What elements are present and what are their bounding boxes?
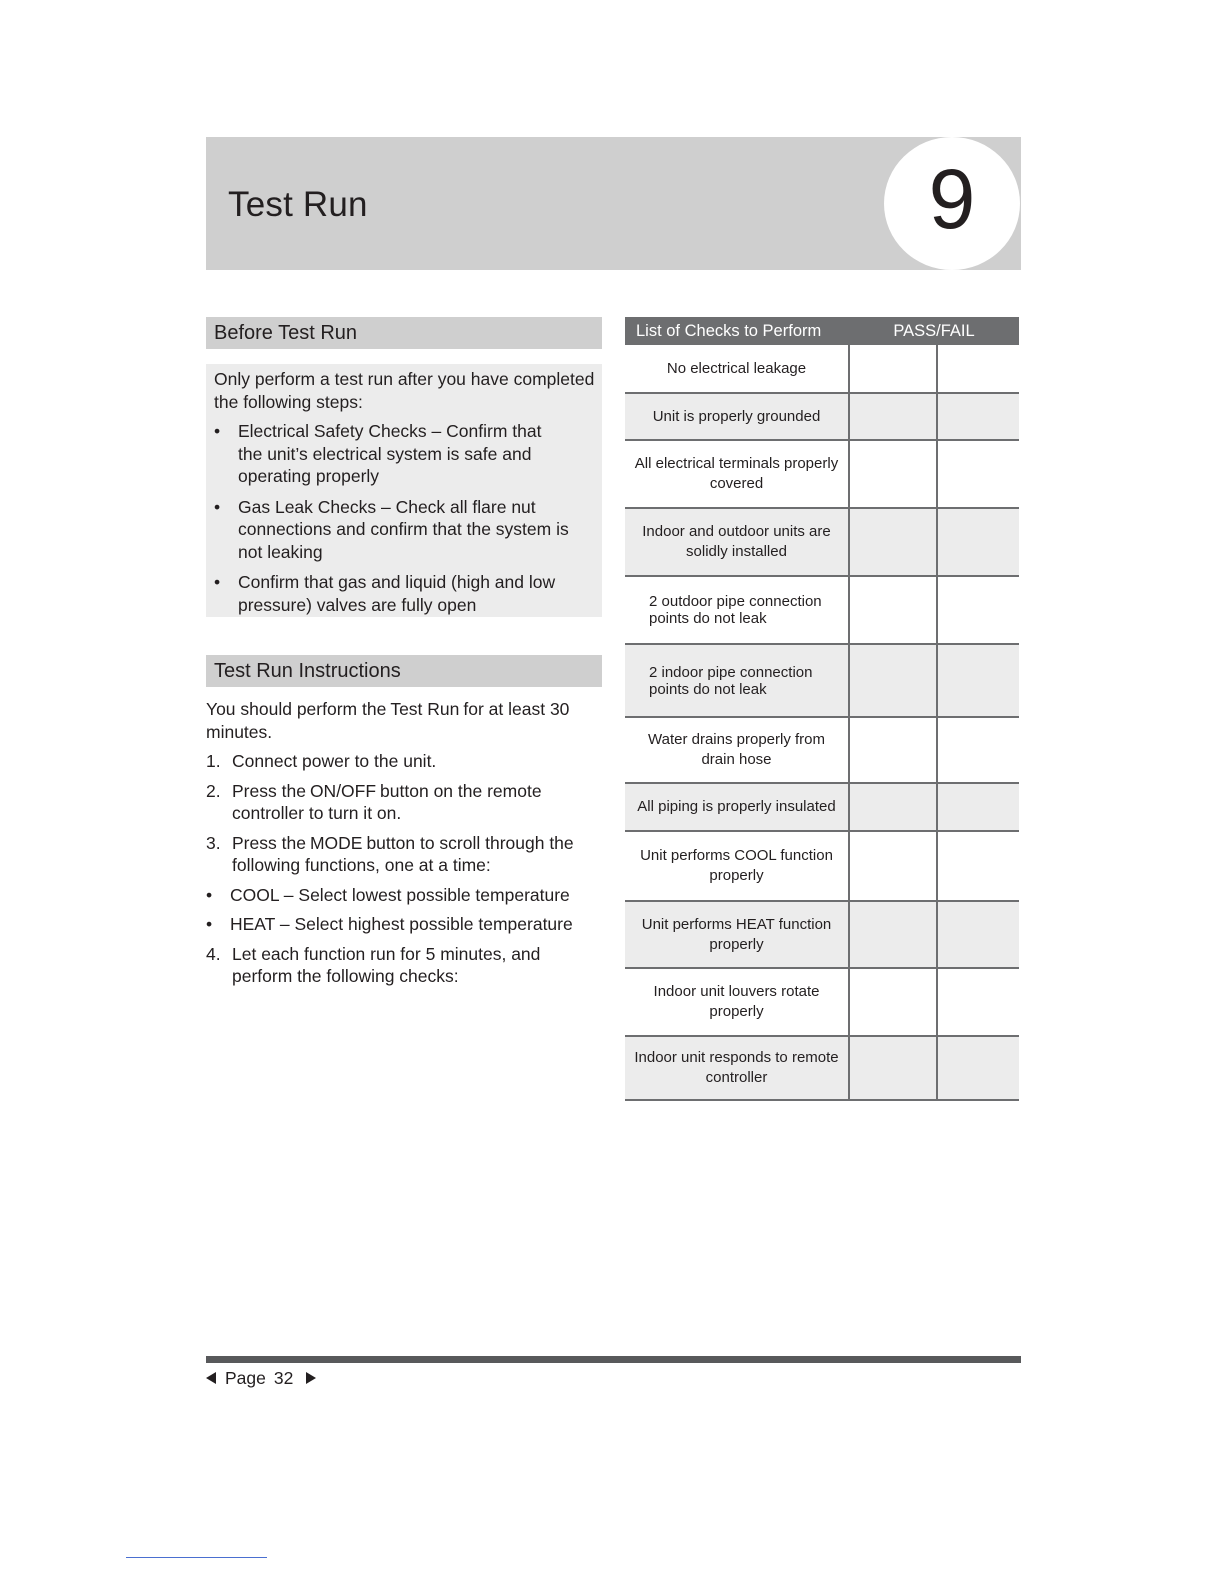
keyword: ON/OFF bbox=[309, 780, 377, 801]
fail-cell[interactable] bbox=[937, 345, 1019, 393]
instructions-intro: You should perform the Test Run for at least 30 minutes. bbox=[206, 699, 570, 742]
bullet-icon: • bbox=[214, 496, 221, 517]
table-row bbox=[625, 508, 1019, 576]
fail-cell[interactable] bbox=[937, 644, 1019, 717]
list-item-text: Confirm that gas and liquid (high and low pressure) valves are fully open bbox=[238, 572, 556, 615]
check-label: 2 outdoor pipe connection points do not leak bbox=[625, 576, 849, 644]
before-intro: Only perform a test run after you have completed the following steps: bbox=[214, 369, 595, 412]
step-1: 1. Connect power to the unit. bbox=[206, 751, 437, 771]
instructions-heading: Test Run Instructions bbox=[206, 655, 602, 687]
keyword: MODE bbox=[309, 832, 363, 853]
link-underline bbox=[126, 1557, 267, 1558]
table-row bbox=[625, 345, 1019, 393]
list-item-text: Electrical Safety Checks – Confirm that the unit’s electrical system is safe and operating properly bbox=[238, 421, 542, 486]
footer-divider bbox=[206, 1356, 1021, 1363]
pass-cell[interactable] bbox=[849, 901, 937, 968]
table-row bbox=[625, 393, 1019, 440]
table-header-row bbox=[625, 317, 1019, 345]
page-label: Page bbox=[225, 1368, 266, 1388]
instructions-body bbox=[206, 698, 602, 995]
check-label: All electrical terminals properly covered bbox=[625, 440, 849, 508]
list-item-text: Gas Leak Checks – Check all flare nut connections and confirm that the system is not leaking bbox=[238, 496, 569, 562]
previous-page-icon[interactable] bbox=[206, 1372, 216, 1384]
keyword: Test Run bbox=[390, 699, 460, 719]
pass-cell[interactable] bbox=[849, 345, 937, 393]
pass-cell[interactable] bbox=[849, 440, 937, 508]
table-row bbox=[625, 644, 1019, 717]
table-row bbox=[625, 783, 1019, 831]
check-label: All piping is properly insulated bbox=[625, 783, 849, 831]
pass-cell[interactable] bbox=[849, 783, 937, 831]
bullet-icon: • bbox=[214, 572, 221, 592]
chapter-number: 9 bbox=[928, 152, 976, 246]
pass-cell[interactable] bbox=[849, 393, 937, 440]
bullet-icon: • bbox=[214, 421, 221, 441]
chapter-header bbox=[206, 137, 1021, 270]
column-header-pass-fail: PASS/FAIL bbox=[849, 317, 1019, 345]
list-item bbox=[214, 420, 596, 488]
check-label: Unit is properly grounded bbox=[625, 393, 849, 440]
column-header-checks: List of Checks to Perform bbox=[625, 317, 849, 345]
fail-cell[interactable] bbox=[937, 968, 1019, 1036]
fail-cell[interactable] bbox=[937, 717, 1019, 783]
check-label: Indoor unit louvers rotate properly bbox=[625, 968, 849, 1036]
fail-cell[interactable] bbox=[937, 393, 1019, 440]
table-row bbox=[625, 1036, 1019, 1100]
step-4: 4. Let each function run for 5 minutes, and perform the following checks: bbox=[206, 943, 541, 986]
table-row bbox=[625, 831, 1019, 901]
bullet-icon: • bbox=[206, 914, 213, 934]
check-label: 2 indoor pipe connection points do not leak bbox=[625, 644, 849, 717]
check-label: Indoor unit responds to remote controller bbox=[625, 1036, 849, 1100]
table-row bbox=[625, 576, 1019, 644]
fail-cell[interactable] bbox=[937, 783, 1019, 831]
pass-cell[interactable] bbox=[849, 1036, 937, 1100]
step-2: 2. Press the ON/OFF button on the remote controller to turn it on. bbox=[206, 780, 542, 823]
before-test-run-heading: Before Test Run bbox=[206, 317, 602, 349]
checks-table bbox=[625, 317, 1019, 1101]
before-test-run-box bbox=[206, 364, 602, 617]
pass-cell[interactable] bbox=[849, 968, 937, 1036]
before-checklist bbox=[214, 420, 596, 616]
table-row bbox=[625, 717, 1019, 783]
check-label: Unit performs HEAT function properly bbox=[625, 901, 849, 968]
check-label: Water drains properly from drain hose bbox=[625, 717, 849, 783]
page-number: 32 bbox=[273, 1368, 294, 1388]
table-row bbox=[625, 968, 1019, 1036]
check-label: Indoor and outdoor units are solidly installed bbox=[625, 508, 849, 576]
next-page-icon[interactable] bbox=[306, 1372, 316, 1384]
table-row bbox=[625, 440, 1019, 508]
table-row bbox=[625, 901, 1019, 968]
list-item bbox=[214, 496, 596, 564]
check-label: Unit performs COOL function properly bbox=[625, 831, 849, 901]
fail-cell[interactable] bbox=[937, 576, 1019, 644]
fail-cell[interactable] bbox=[937, 901, 1019, 968]
fail-cell[interactable] bbox=[937, 1036, 1019, 1100]
pass-cell[interactable] bbox=[849, 576, 937, 644]
fail-cell[interactable] bbox=[937, 440, 1019, 508]
pass-cell[interactable] bbox=[849, 508, 937, 576]
page-navigation bbox=[206, 1367, 316, 1389]
pass-cell[interactable] bbox=[849, 831, 937, 901]
list-item bbox=[214, 571, 596, 616]
bullet-icon: • bbox=[206, 884, 213, 905]
check-label: No electrical leakage bbox=[625, 345, 849, 393]
pass-cell[interactable] bbox=[849, 717, 937, 783]
pass-cell[interactable] bbox=[849, 644, 937, 717]
fail-cell[interactable] bbox=[937, 831, 1019, 901]
fail-cell[interactable] bbox=[937, 508, 1019, 576]
page-title: Test Run bbox=[228, 185, 368, 224]
mode-item-heat: • HEAT – Select highest possible temperature bbox=[206, 914, 573, 934]
mode-item-cool: • COOL – Select lowest possible temperature bbox=[206, 884, 570, 905]
step-3: 3. Press the MODE button to scroll through the following functions, one at a time: bbox=[206, 832, 574, 875]
